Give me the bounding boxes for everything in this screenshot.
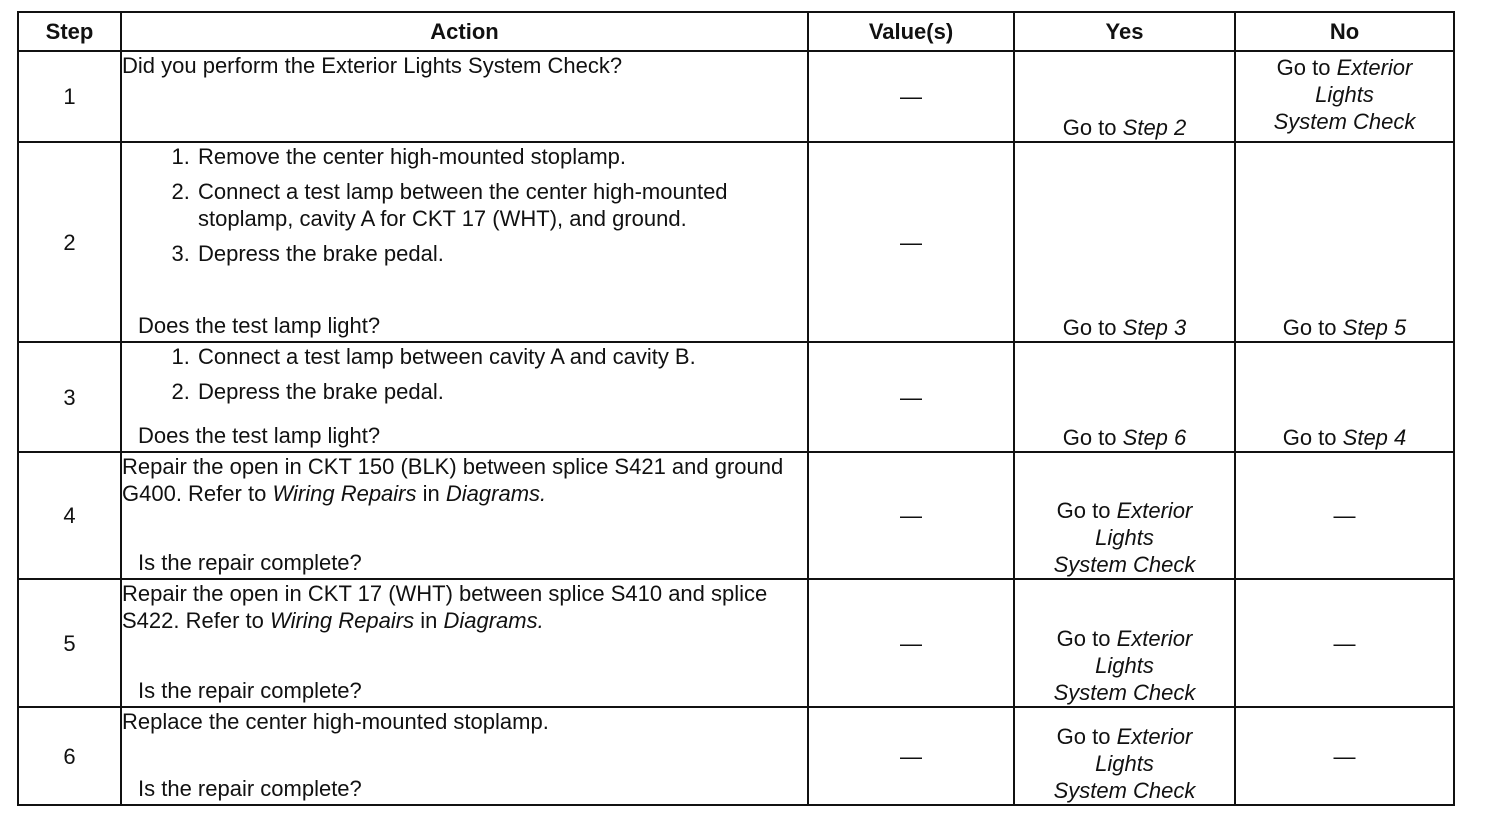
action-steps [130, 143, 807, 267]
yes-target-line2: Lights [1095, 751, 1154, 776]
action-reference: Wiring Repairs [272, 481, 417, 506]
no-prefix: Go to [1276, 55, 1331, 80]
yes-target-line1: Exterior [1116, 626, 1193, 651]
action-cell [121, 707, 808, 805]
value-cell: — [808, 51, 1014, 142]
yes-target-line1: Exterior [1116, 498, 1193, 523]
action-instruction: Repair the open in CKT 150 (BLK) between splice S421 and ground G400. Refer to [122, 454, 784, 506]
yes-prefix: Go to [1056, 498, 1111, 523]
step-number: 2 [18, 142, 121, 342]
yes-target: Step 2 [1122, 115, 1187, 140]
no-target-line3: System Check [1273, 109, 1416, 134]
yes-target-line2: Lights [1095, 525, 1154, 550]
yes-prefix: Go to [1062, 315, 1117, 340]
no-cell: — [1235, 452, 1454, 579]
yes-target-line3: System Check [1053, 680, 1196, 705]
step-number: 6 [18, 707, 121, 805]
action-cell [121, 51, 808, 142]
no-prefix: Go to [1282, 315, 1337, 340]
action-cell [121, 579, 808, 707]
action-question: Is the repair complete? [138, 776, 362, 801]
table-row [18, 579, 1454, 707]
action-instruction-connector: in [420, 608, 438, 633]
yes-cell [1014, 51, 1235, 142]
header-no: No [1235, 12, 1454, 51]
yes-cell [1014, 342, 1235, 452]
action-reference: Diagrams. [443, 608, 544, 633]
header-row [18, 12, 1454, 51]
no-cell [1235, 142, 1454, 342]
yes-target-line2: Lights [1095, 653, 1154, 678]
no-target-line2: Lights [1315, 82, 1374, 107]
yes-cell [1014, 452, 1235, 579]
header-values: Value(s) [808, 12, 1014, 51]
action-question: Did you perform the Exterior Lights System Check? [122, 53, 623, 78]
action-instruction: Repair the open in CKT 17 (WHT) between splice S410 and splice S422. Refer to [122, 581, 768, 633]
action-steps [130, 343, 807, 405]
yes-cell [1014, 142, 1235, 342]
table-row [18, 342, 1454, 452]
value-cell: — [808, 579, 1014, 707]
action-cell [121, 342, 808, 452]
diagnostic-table [17, 11, 1455, 806]
action-step-item: 2. Connect a test lamp between the center high-mounted stoplamp, cavity A for CKT 17 (WHT), and ground. [196, 178, 807, 232]
action-reference: Diagrams. [445, 481, 547, 506]
yes-cell [1014, 579, 1235, 707]
step-number: 5 [18, 579, 121, 707]
yes-prefix: Go to [1056, 626, 1111, 651]
header-yes: Yes [1014, 12, 1235, 51]
yes-prefix: Go to [1062, 425, 1117, 450]
no-target: Step 4 [1342, 425, 1407, 450]
yes-target: Step 3 [1122, 315, 1187, 340]
no-prefix: Go to [1282, 425, 1337, 450]
step-number: 1 [18, 51, 121, 142]
yes-target-line1: Exterior [1116, 724, 1193, 749]
table-row [18, 452, 1454, 579]
action-question: Does the test lamp light? [138, 423, 381, 448]
yes-target: Step 6 [1122, 425, 1187, 450]
action-step-item: 3. Depress the brake pedal. [196, 240, 807, 267]
header-action: Action [121, 12, 808, 51]
no-target: Step 5 [1342, 315, 1407, 340]
action-question: Is the repair complete? [138, 678, 362, 703]
no-target-line1: Exterior [1336, 55, 1413, 80]
action-step-item: 1. Connect a test lamp between cavity A and cavity B. [196, 343, 807, 370]
no-cell [1235, 51, 1454, 142]
action-step-item: 2. Depress the brake pedal. [196, 378, 807, 405]
step-number: 3 [18, 342, 121, 452]
no-cell [1235, 342, 1454, 452]
no-cell: — [1235, 707, 1454, 805]
yes-target-line3: System Check [1053, 778, 1196, 803]
header-step: Step [18, 12, 121, 51]
no-cell: — [1235, 579, 1454, 707]
table-row [18, 51, 1454, 142]
value-cell: — [808, 342, 1014, 452]
action-instruction-connector: in [422, 481, 440, 506]
yes-cell [1014, 707, 1235, 805]
value-cell: — [808, 142, 1014, 342]
action-instruction: Replace the center high-mounted stoplamp. [122, 709, 549, 734]
action-reference: Wiring Repairs [270, 608, 415, 633]
yes-prefix: Go to [1056, 724, 1111, 749]
action-cell [121, 452, 808, 579]
step-number: 4 [18, 452, 121, 579]
yes-target-line3: System Check [1053, 552, 1196, 577]
table-row [18, 142, 1454, 342]
action-step-item: 1. Remove the center high-mounted stoplamp. [196, 143, 807, 170]
value-cell: — [808, 452, 1014, 579]
table-row [18, 707, 1454, 805]
action-question: Does the test lamp light? [138, 313, 381, 338]
value-cell: — [808, 707, 1014, 805]
action-question: Is the repair complete? [138, 550, 362, 575]
yes-prefix: Go to [1062, 115, 1117, 140]
action-cell [121, 142, 808, 342]
